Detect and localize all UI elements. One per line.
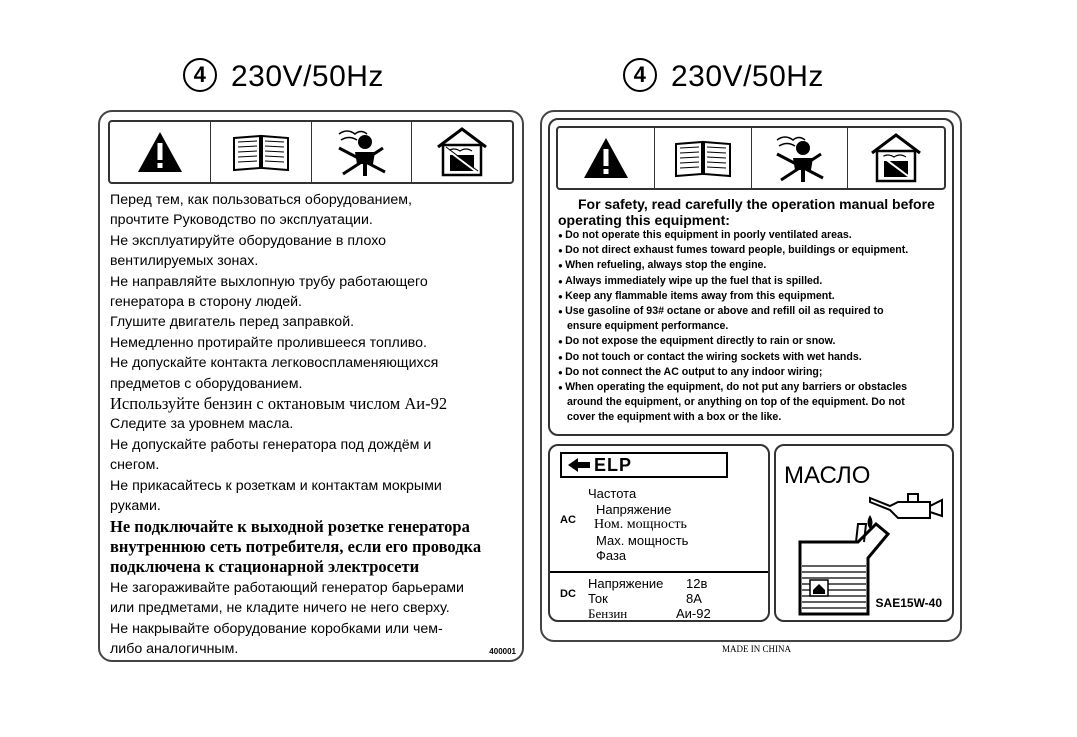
warning-line: Следите за уровнем масла. — [110, 416, 294, 433]
dc-spec-list — [588, 576, 711, 621]
manual-book-icon — [655, 128, 752, 188]
warning-bullet: ● Use gasoline of 93# octane or above and refill oil as required to — [558, 305, 884, 318]
warning-line: либо аналогичным. — [110, 640, 239, 657]
warning-line: Немедленно протирайте пролившееся топливо. — [110, 334, 427, 351]
spec-divider — [550, 571, 768, 573]
dc-spec-name: Напряжение — [588, 576, 664, 591]
warning-line: Глушите двигатель перед заправкой. — [110, 314, 355, 331]
warning-line: подключена к стационарной электросети — [110, 557, 420, 577]
english-intro: For safety, read carefully the operation manual before operating this equipment: — [558, 196, 935, 228]
warning-bullet: ensure equipment performance. — [567, 320, 729, 333]
warning-line: прочтите Руководство по эксплуатации. — [110, 212, 373, 229]
made-in-text: MADE IN CHINA — [722, 644, 791, 654]
bullet-dot-icon: ● — [558, 291, 566, 301]
warning-bullet: ● When refueling, always stop the engine. — [558, 259, 767, 272]
ac-spec-item: Мах. мощность — [596, 532, 689, 548]
warning-icon — [110, 122, 211, 182]
warning-bullet: ● Keep any flammable items away from this equipment. — [558, 289, 835, 302]
circled-number: 4 — [623, 58, 657, 92]
warning-line: Не допускайте работы генератора под дождём и — [110, 436, 432, 453]
exhaust-person-icon — [752, 128, 849, 188]
label-code: 400001 — [489, 647, 516, 656]
left-heading-text: 230V/50Hz — [231, 60, 384, 93]
warning-bullet: ● Do not operate this equipment in poorly ventilated areas. — [558, 229, 852, 241]
warning-bullet: ● Always immediately wipe up the fuel that is spilled. — [558, 274, 823, 287]
warning-line: Используйте бензин с октановым числом Аи-92 — [110, 394, 448, 414]
dc-spec-value: 12в — [686, 576, 708, 591]
english-label-panel — [540, 110, 962, 654]
bullet-dot-icon: ● — [558, 231, 566, 240]
dc-spec-row — [588, 576, 708, 591]
warning-line: Не прикасайтесь к розеткам и контактам мокрыми — [110, 477, 442, 494]
warning-bullet: around the equipment, or anything on top of the equipment. Do not — [567, 396, 905, 409]
elp-logo-icon — [566, 456, 592, 474]
warning-line: снегом. — [110, 457, 160, 474]
warning-bullet: ● Do not direct exhaust fumes toward people, buildings or equipment. — [558, 244, 909, 257]
bullet-dot-icon: ● — [558, 276, 566, 286]
english-bullet-list — [558, 228, 953, 426]
dc-spec-row — [588, 606, 711, 621]
warning-bullet: ● When operating the equipment, do not put any barriers or obstacles — [558, 381, 908, 394]
bullet-dot-icon: ● — [558, 367, 566, 377]
warning-line: Не допускайте контакта легковоспламеняющихся — [110, 355, 439, 372]
ac-spec-item: Напряжение — [596, 501, 672, 517]
dc-label: DC — [560, 588, 576, 600]
manual-book-icon — [211, 122, 312, 182]
left-heading — [183, 58, 384, 94]
warning-icon — [558, 128, 655, 188]
warning-line: внутреннюю сеть потребителя, если его проводка — [110, 536, 482, 556]
spec-plate — [548, 444, 770, 622]
warning-icon-row — [108, 120, 514, 184]
oil-title: МАСЛО — [784, 462, 871, 489]
indoor-prohibited-icon — [412, 122, 512, 182]
warning-line: руками. — [110, 498, 161, 515]
oil-grade: SAE15W-40 — [875, 596, 942, 610]
bullet-dot-icon: ● — [558, 337, 566, 347]
right-heading-text: 230V/50Hz — [671, 60, 824, 93]
indoor-prohibited-icon — [848, 128, 944, 188]
dc-spec-name: Бензин — [588, 606, 628, 621]
warning-line: Не подключайте к выходной розетке генератора — [110, 516, 470, 536]
brand-logo: ELP — [560, 452, 728, 478]
dc-spec-row — [588, 591, 702, 606]
warning-line: Не накрывайте оборудование коробками или чем- — [110, 620, 443, 637]
warning-bullet: ● Do not expose the equipment directly to rain or snow. — [558, 335, 836, 348]
english-warning-box — [548, 118, 954, 436]
ac-label: AC — [560, 514, 576, 526]
warning-line: генератора в сторону людей. — [110, 294, 302, 311]
warning-line: Не направляйте выхлопную трубу работающего — [110, 273, 428, 290]
bullet-dot-icon: ● — [558, 307, 566, 317]
ac-spec-list — [588, 486, 688, 564]
right-heading — [623, 58, 824, 94]
russian-warning-text — [110, 190, 520, 659]
warning-line: вентилируемых зонах. — [110, 253, 259, 270]
warning-bullet: cover the equipment with a box or the like. — [567, 411, 782, 424]
bullet-dot-icon: ● — [558, 383, 566, 393]
russian-warning-label — [98, 110, 524, 662]
circled-number: 4 — [183, 58, 217, 92]
english-warning-text — [558, 196, 953, 426]
exhaust-person-icon — [312, 122, 413, 182]
ac-spec-item: Фаза — [596, 548, 627, 563]
warning-line: предметов с оборудованием. — [110, 375, 303, 392]
warning-line: Перед тем, как пользоваться оборудованием, — [110, 192, 412, 208]
oil-label — [774, 444, 954, 622]
dc-spec-name: Ток — [588, 591, 608, 606]
ac-spec-item: Ном. мощность — [594, 517, 687, 532]
warning-line: или предметами, не кладите ничего не него сверху. — [110, 600, 450, 617]
bullet-dot-icon: ● — [558, 261, 566, 271]
warning-icon-row — [556, 126, 946, 190]
ac-spec-item: Частота — [588, 486, 637, 501]
bullet-dot-icon: ● — [558, 246, 566, 256]
bullet-dot-icon: ● — [558, 352, 566, 362]
warning-bullet: ● Do not connect the AC output to any indoor wiring; — [558, 365, 823, 378]
dc-spec-value: Аи-92 — [676, 606, 711, 621]
warning-line: Не загораживайте работающий генератор барьерами — [110, 579, 464, 596]
dc-spec-value: 8A — [686, 591, 702, 606]
warning-bullet: ● Do not touch or contact the wiring sockets with wet hands. — [558, 350, 862, 363]
warning-line: Не эксплуатируйте оборудование в плохо — [110, 232, 387, 249]
